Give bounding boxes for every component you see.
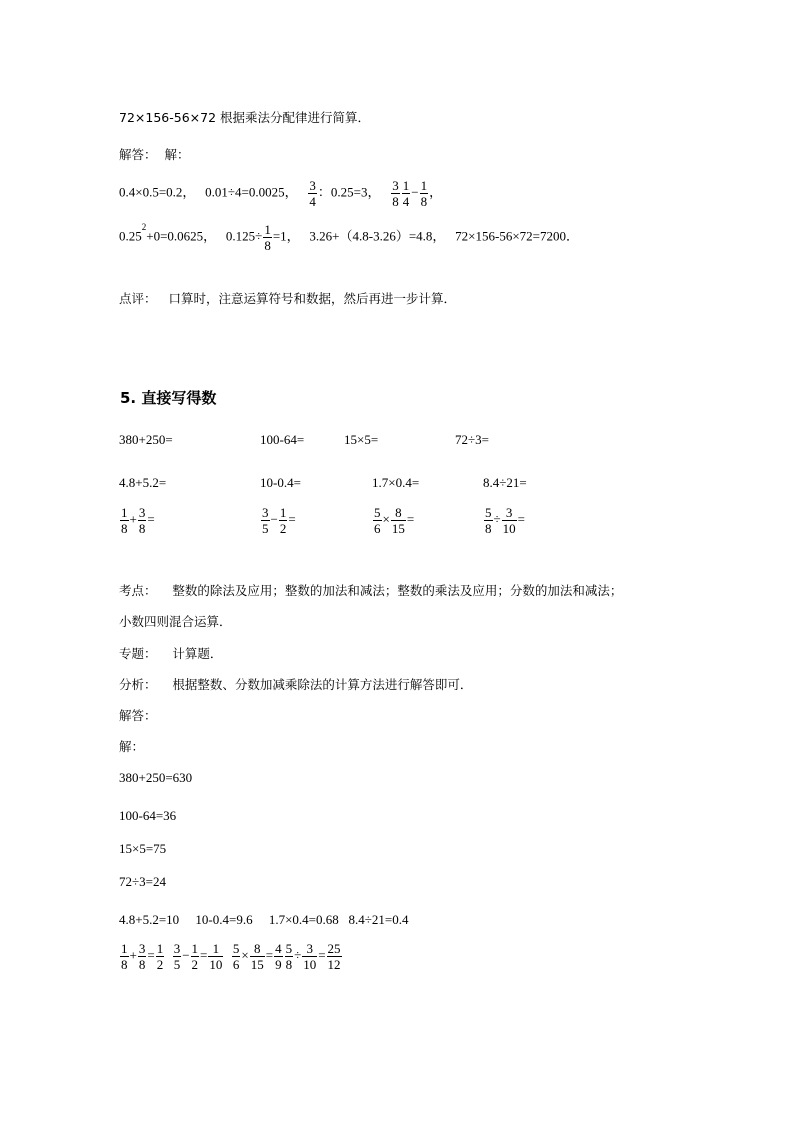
fraction (285, 941, 294, 972)
kaodian: 考点： 整数的除法及应用；整数的加法和减法；整数的乘法及应用；分数的加法和减法； (119, 583, 623, 598)
fraction (391, 505, 406, 536)
question: 15×5= (344, 432, 379, 447)
answer-line: 72÷3=24 (119, 874, 166, 889)
denominator: 8 (420, 194, 428, 209)
numerator: 1 (402, 178, 410, 193)
numerator: 1 (420, 178, 428, 193)
denominator: 5 (173, 957, 181, 972)
fraction (261, 505, 270, 536)
prev-comment: 点评： 口算时，注意运算符号和数据，然后再进一步计算． (119, 291, 456, 306)
numerator: 3 (309, 178, 316, 193)
denominator: 8 (264, 238, 271, 253)
numerator: 1 (279, 505, 287, 520)
fraction (232, 941, 241, 972)
fraction-answer-row: $\frac{1}{8}$ + $\frac{3}{8}$ = $\frac{1}{2}$ $\frac{3}{5}$ − $\frac{1}{2}$ = $\frac{1}{10}$ $\frac{5}{6}$ × $\frac{8}{15}$ = $\frac{4}{9}$ $\frac{5}{8}$ ÷ $\frac{3}{10}$ = $\frac{25}{12}$ (121, 941, 341, 972)
numerator: 1 (191, 941, 199, 956)
answer-line: 15×5=75 (119, 841, 167, 856)
question: 72÷3= (455, 432, 489, 447)
numerator: 8 (250, 941, 265, 957)
denominator: 8 (138, 957, 146, 972)
fraction (250, 941, 265, 972)
fraction (138, 941, 147, 972)
solve-label: 解： (119, 739, 145, 754)
fraction-question: $\frac{5}{6}$ × $\frac{8}{15}$ = (374, 505, 415, 536)
fraction (420, 178, 429, 209)
numerator: 1 (121, 941, 128, 956)
fraction (279, 505, 288, 536)
numerator: 1 (208, 941, 223, 957)
numerator: 3 (138, 941, 146, 956)
numerator: 1 (121, 505, 128, 520)
fraction (308, 178, 317, 209)
denominator: 8 (121, 521, 128, 536)
prev-answer-row-1: 0.4×0.5=0.2， 0.01÷4=0.0025， $\frac{3}{4}$ ：0.25=3， $\frac{3}{8}$ $\frac{1}{4}$ − $\frac{1}{8}$ ， (119, 178, 443, 209)
fraction (327, 941, 342, 972)
answer-line: 380+250=630 (119, 770, 193, 785)
denominator: 8 (285, 957, 293, 972)
denominator: 12 (327, 957, 341, 972)
fraction (120, 941, 129, 972)
numerator: 5 (374, 505, 381, 520)
denominator: 10 (502, 521, 516, 536)
fenxi: 分析： 根据整数、分数加减乘除法的计算方法进行解答即可． (119, 677, 473, 692)
denominator: 9 (275, 957, 282, 972)
fraction (191, 941, 200, 972)
denominator: 2 (279, 521, 287, 536)
numerator: 8 (391, 505, 406, 521)
fraction-question: $\frac{1}{8}$ + $\frac{3}{8}$ = (121, 505, 155, 536)
fraction (263, 222, 272, 253)
numerator: 3 (302, 941, 317, 957)
numerator: 5 (485, 505, 492, 520)
fraction-question: $\frac{3}{5}$ − $\frac{1}{2}$ = (262, 505, 296, 536)
denominator: 5 (262, 521, 269, 536)
numerator: 1 (156, 941, 164, 956)
denominator: 6 (374, 521, 381, 536)
denominator: 6 (232, 957, 240, 972)
denominator: 2 (191, 957, 199, 972)
fraction (502, 505, 517, 536)
prev-answer-label: 解答： 解： (119, 147, 190, 162)
question: 1.7×0.4= (372, 475, 420, 490)
fraction (402, 178, 411, 209)
fraction (208, 941, 223, 972)
fraction (373, 505, 382, 536)
denominator: 15 (250, 957, 264, 972)
zhuanti: 专题： 计算题． (119, 646, 223, 661)
numerator: 25 (327, 941, 341, 956)
denominator: 15 (391, 521, 405, 536)
fraction (484, 505, 493, 536)
answer-row: 4.8+5.2=10 10-0.4=9.6 1.7×0.4=0.68 8.4÷21=0.4 (119, 912, 409, 927)
fraction (391, 178, 400, 209)
fraction (274, 941, 283, 972)
fraction (302, 941, 317, 972)
denominator: 10 (303, 957, 317, 972)
fraction (173, 941, 182, 972)
answer-label: 解答： (119, 708, 157, 723)
fraction (156, 941, 165, 972)
numerator: 3 (173, 941, 181, 956)
numerator: 3 (392, 178, 399, 193)
denominator: 8 (121, 957, 128, 972)
numerator: 3 (502, 505, 517, 521)
kaodian-cont: 小数四则混合运算． (119, 614, 232, 629)
denominator: 10 (209, 957, 223, 972)
question: 380+250= (119, 432, 173, 447)
fraction (138, 505, 147, 536)
numerator: 3 (262, 505, 269, 520)
denominator: 4 (402, 194, 410, 209)
question: 100-64= (260, 432, 305, 447)
denominator: 8 (138, 521, 146, 536)
denominator: 8 (485, 521, 492, 536)
fraction-question: $\frac{5}{8}$ ÷ $\frac{3}{10}$ = (485, 505, 525, 536)
numerator: 3 (138, 505, 146, 520)
numerator: 5 (285, 941, 293, 956)
fraction (120, 505, 129, 536)
numerator: 4 (275, 941, 282, 956)
denominator: 2 (156, 957, 164, 972)
denominator: 8 (392, 194, 399, 209)
prev-note-line: 72×156-56×72 根据乘法分配律进行简算． (119, 110, 371, 125)
numerator: 5 (232, 941, 240, 956)
section-title: 5. 直接写得数 (120, 389, 217, 407)
prev-answer-row-2: $0.25^2+0=0.0625$， 0.125÷ $\frac{1}{8}$ =1， 3.26+（4.8-3.26）=4.8， 72×156-56×72=7200． (119, 222, 579, 253)
question: 10-0.4= (260, 475, 301, 490)
answer-line: 100-64=36 (119, 808, 177, 823)
denominator: 4 (309, 194, 316, 209)
question: 4.8+5.2= (119, 475, 167, 490)
question: 8.4÷21= (483, 475, 527, 490)
numerator: 1 (264, 222, 271, 237)
